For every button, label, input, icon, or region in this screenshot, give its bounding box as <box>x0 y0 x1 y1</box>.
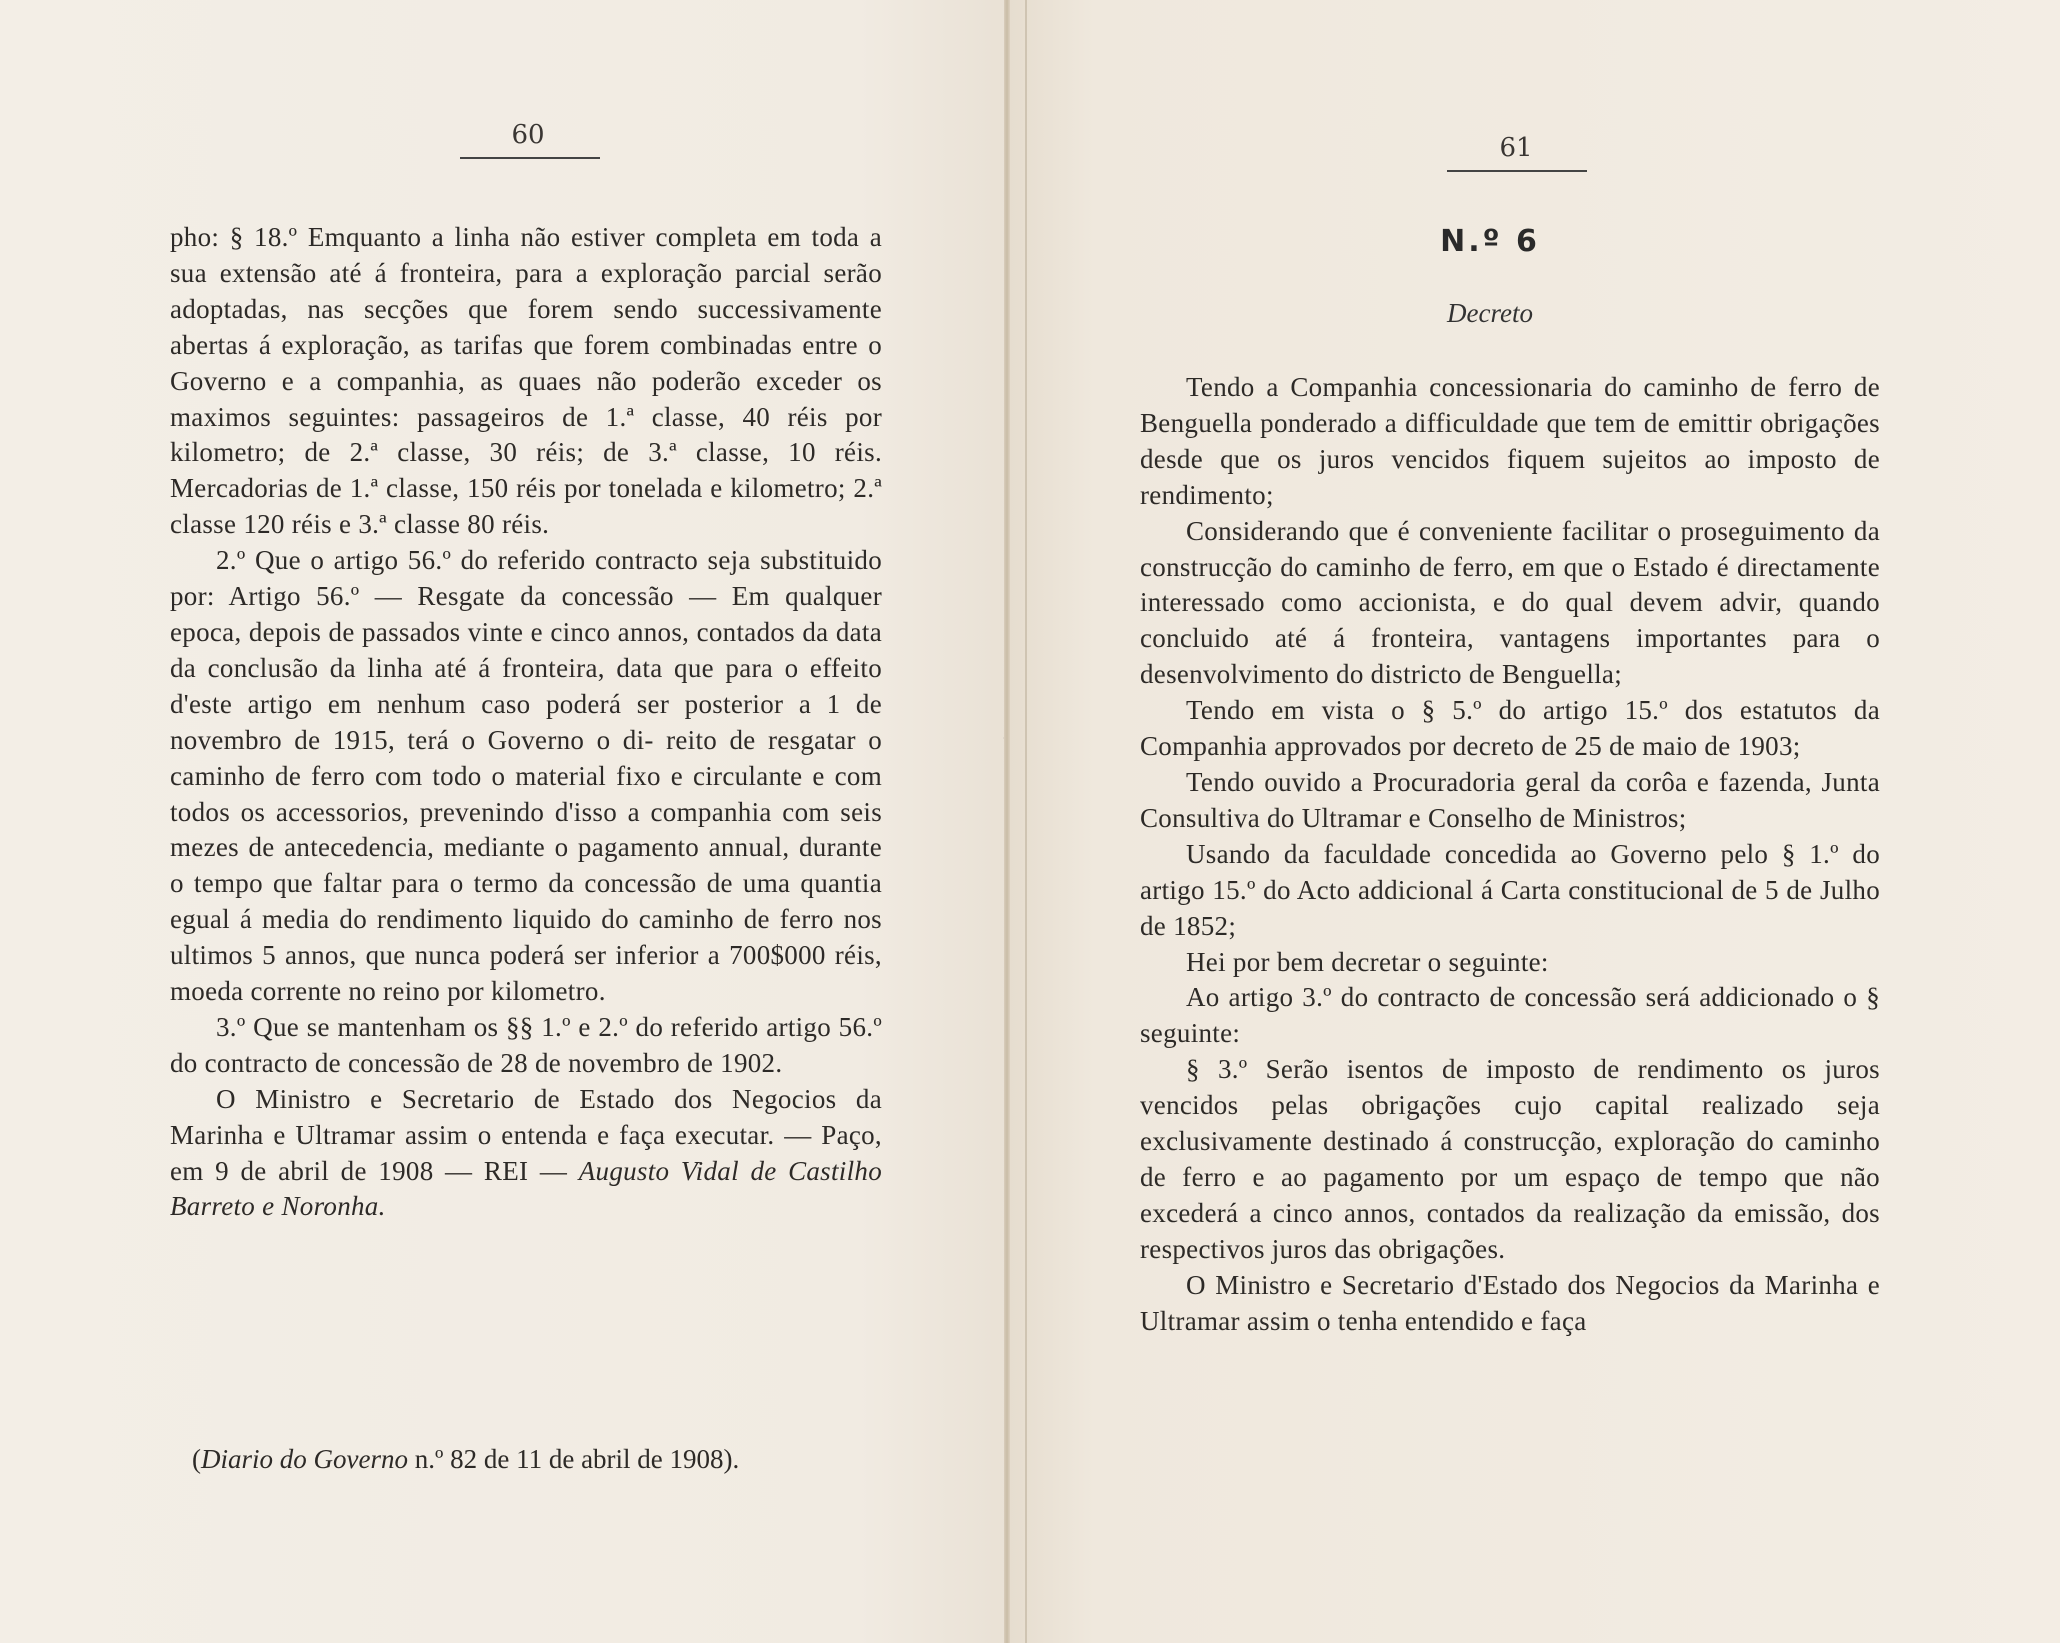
citation: (Diario do Governo n.º 82 de 11 de abril de 1908). <box>192 1444 740 1474</box>
page-number: 61 <box>1499 133 1533 163</box>
paragraph: Hei por bem decretar o seguinte: <box>1186 946 1549 977</box>
paragraph: § 3.º Serão isentos de imposto de rendimento os juros vencidos pelas obrigações cujo capital realizado seja exclusivamente destinado á construcção, exploração do caminho de ferro e ao pagamento por um espaço de tempo que não excederá a cinco annos, contados da realização da emissão, dos respectivos juros das obrigações. <box>1140 1054 1880 1264</box>
left-page <box>0 0 1010 1643</box>
paragraph: Usando da faculdade concedida ao Governo pelo § 1.º do artigo 15.º do Acto addicional á Carta constitucional de 5 de Julho de 1852; <box>1140 838 1880 941</box>
document-heading: N.º 6 <box>1440 224 1540 259</box>
gutter-shadow <box>1025 0 1027 1643</box>
page-number-rule <box>1447 170 1587 172</box>
paragraph: pho: § 18.º Emquanto a linha não estiver completa em toda a sua extensão até á fronteira, para a exploração parcial serão adoptadas, nas secções que forem sendo successivamente abertas á exploração, as tarifas que forem combinadas entre o Governo e a companhia, as quaes não poderão exceder os maximos seguintes: passageiros de 1.ª classe, 40 réis por kilometro; de 2.ª classe, 30 réis; de 3.ª classe, 10 réis. Mercadorias de 1.ª classe, 150 réis por tonelada e kilometro; 2.ª classe 120 réis e 3.ª classe 80 réis. <box>170 222 882 540</box>
paragraph: O Ministro e Secretario d'Estado dos Negocios da Marinha e Ultramar assim o tenha entendido e faça <box>1140 1269 1880 1336</box>
document-subheading: Decreto <box>1447 298 1533 328</box>
paragraph: Considerando que é conveniente facilitar o proseguimento da construcção do caminho de ferro, em que o Estado é directamente interessado como accionista, e do qual devem advir, quando concluido até á fronteira, vantagens importantes para o desenvolvimento do districto de Benguella; <box>1140 515 1880 690</box>
closing-text: O Ministro e Secretario de Estado dos Negocios da Marinha e Ultramar assim o entenda e faça executar. — Paço, em 9 de abril de 1908 — REI — <box>170 1083 882 1186</box>
paragraph: Tendo ouvido a Procuradoria geral da corôa e fazenda, Junta Consultiva do Ultramar e Conselho de Ministros; <box>1140 766 1880 833</box>
paragraph: 2.º Que o artigo 56.º do referido contracto seja substituido por: Artigo 56.º — Resgate da concessão — Em qualquer epoca, depois de passados vinte e cinco annos, contados da data da conclusão da linha até á fronteira, data que para o effeito d'este artigo em nenhum caso poderá ser posterior a 1 de novembro de 1915, terá o Governo o di- reito de resgatar o caminho de ferro com todo o material fixo e circulante e com todos os accessorios, prevenindo d'isso a companhia com seis mezes de antecedencia, mediante o pagamento annual, durante o tempo que faltar para o termo da concessão de uma quantia egual á media do rendimento liquido do caminho de ferro nos ultimos 5 annos, que nunca poderá ser inferior a 700$000 réis, moeda corrente no reino por kilometro. <box>170 545 882 1007</box>
citation-rest: n.º 82 de 11 de abril de 1908). <box>407 1444 740 1474</box>
citation-title: Diario do Governo <box>201 1444 408 1474</box>
paragraph: Tendo a Companhia concessionaria do caminho de ferro de Benguella ponderado a difficuldade que tem de emittir obrigações desde que os juros vencidos fiquem sujeitos ao imposto de rendimento; <box>1140 372 1880 510</box>
paragraph: Ao artigo 3.º do contracto de concessão será addicionado o § seguinte: <box>1140 982 1880 1049</box>
paragraph: Tendo em vista o § 5.º do artigo 15.º dos estatutos da Companhia approvados por decreto de 25 de maio de 1903; <box>1140 695 1880 762</box>
page-number: 60 <box>511 120 545 150</box>
body-text <box>170 220 882 1225</box>
signature: Augusto Vidal de Castilho Barreto e Noronha. <box>170 1155 882 1222</box>
right-page <box>1010 0 2060 1643</box>
paragraph <box>170 1082 882 1226</box>
paragraph: 3.º Que se mantenham os §§ 1.º e 2.º do referido artigo 56.º do contracto de concessão de 28 de novembro de 1902. <box>170 1011 882 1078</box>
page-number-rule <box>460 157 600 159</box>
body-text <box>1140 370 1880 1339</box>
